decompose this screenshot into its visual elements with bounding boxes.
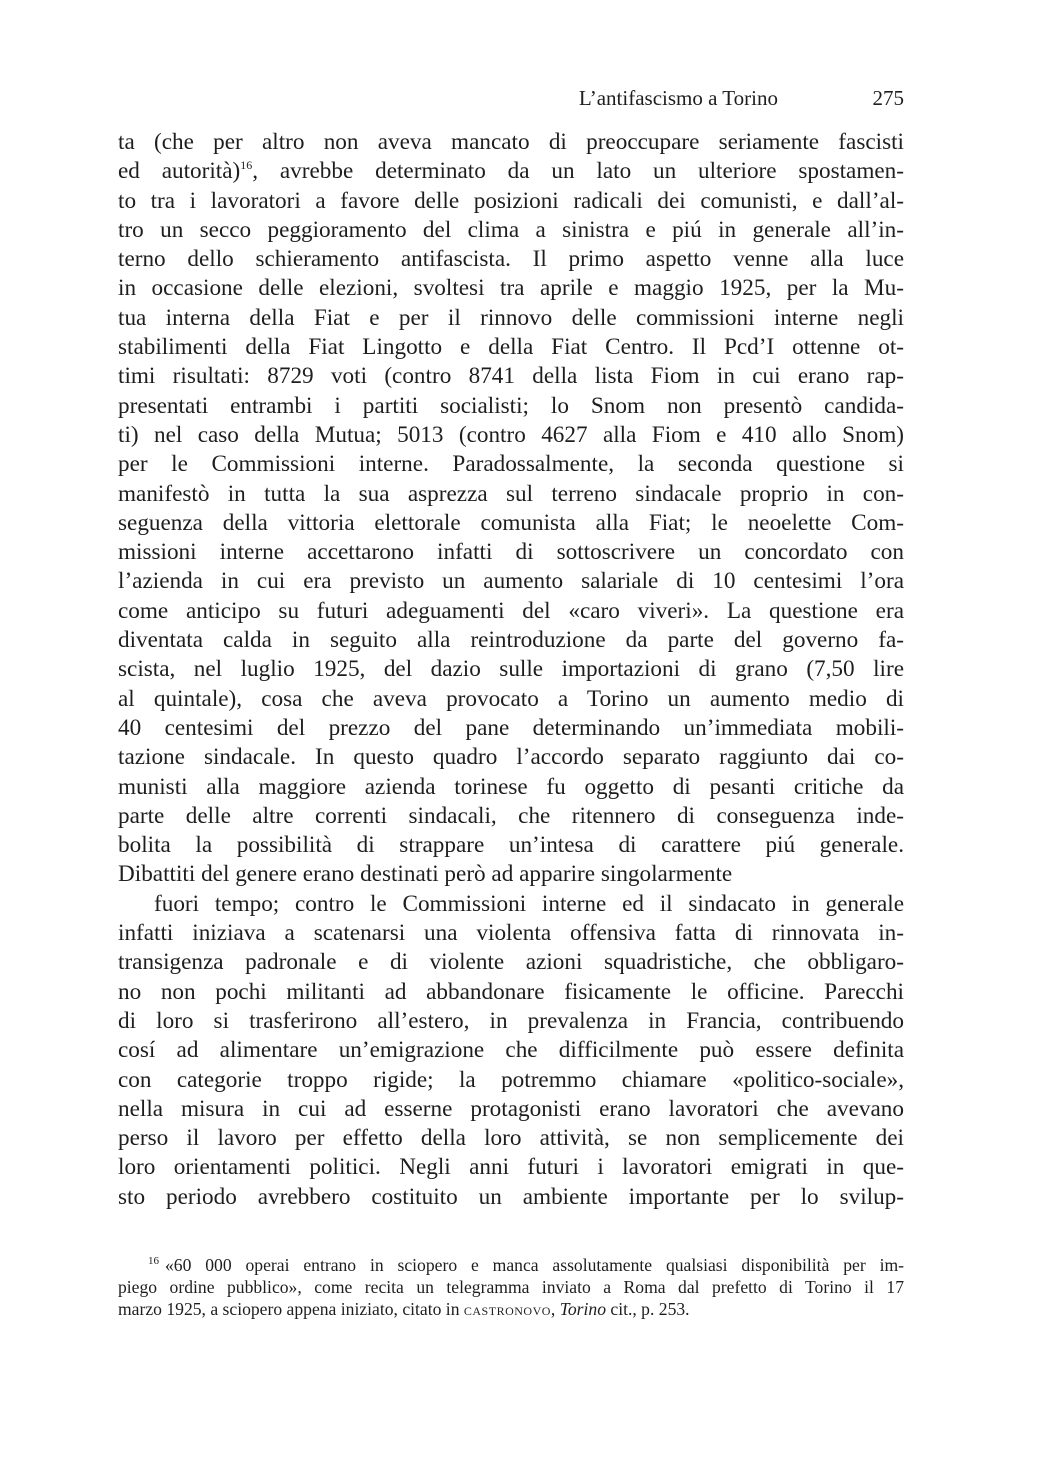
text-line: terno dello schieramento antifascista. Il primo aspetto venne alla luce xyxy=(118,246,904,273)
text-line: transigenza padronale e di violente azioni squadristiche, che obbligaro- xyxy=(118,949,904,976)
text-line: nella misura in cui ad esserne protagonisti erano lavoratori che avevano xyxy=(118,1095,904,1122)
text-line xyxy=(118,157,904,186)
text-line: munisti alla maggiore azienda torinese fu oggetto di pesanti critiche da xyxy=(118,773,904,800)
text-segment: ed autorità) xyxy=(118,158,241,185)
text-line: al quintale), cosa che aveva provocato a Torino un aumento medio di xyxy=(118,685,904,712)
footnote-text: , xyxy=(550,1299,560,1319)
footnote-text: «60 000 operai entrano in sciopero e manca assolutamente qualsiasi disponibilità per im- xyxy=(165,1255,904,1275)
paragraph-start-line: fuori tempo; contro le Commissioni interne ed il sindacato in generale xyxy=(154,890,904,917)
text-line: scista, nel luglio 1925, del dazio sulle importazioni di grano (7,50 lire xyxy=(118,656,904,683)
text-line: cosí ad alimentare un’emigrazione che difficilmente può essere definita xyxy=(118,1037,904,1064)
footnote-author: castronovo xyxy=(463,1299,551,1319)
text-line: con categorie troppo rigide; la potremmo chiamare «politico-sociale», xyxy=(118,1066,904,1093)
running-title: L’antifascismo a Torino xyxy=(578,86,778,110)
text-line: per le Commissioni interne. Paradossalmente, la seconda questione si xyxy=(118,451,904,478)
text-line: to tra i lavoratori a favore delle posizioni radicali dei comunisti, e dall’al- xyxy=(118,187,904,214)
footnote-number: 16 xyxy=(148,1255,159,1267)
text-line: di loro si trasferirono all’estero, in prevalenza in Francia, contribuendo xyxy=(118,1007,904,1034)
text-line: 40 centesimi del prezzo del pane determinando un’immediata mobili- xyxy=(118,714,904,741)
text-line: in occasione delle elezioni, svoltesi tra aprile e maggio 1925, per la Mu- xyxy=(118,275,904,302)
text-line: manifestò in tutta la sua asprezza sul terreno sindacale proprio in con- xyxy=(118,480,904,507)
text-line: bolita la possibilità di strappare un’intesa di carattere piú generale. xyxy=(118,832,904,859)
text-line: timi risultati: 8729 voti (contro 8741 della lista Fiom in cui erano rap- xyxy=(118,363,904,390)
footnote-text: marzo 1925, a sciopero appena iniziato, citato in xyxy=(118,1299,464,1319)
text-line: no non pochi militanti ad abbandonare fisicamente le officine. Parecchi xyxy=(118,978,904,1005)
body-text xyxy=(118,128,904,1241)
text-line: missioni interne accettarono infatti di sottoscrivere un concordato con xyxy=(118,539,904,566)
page-number: 275 xyxy=(872,86,904,110)
text-line: tua interna della Fiat e per il rinnovo delle commissioni interne negli xyxy=(118,304,904,331)
text-line: seguenza della vittoria elettorale comunista alla Fiat; le neoelette Com- xyxy=(118,509,904,536)
text-line: ta (che per altro non aveva mancato di preoccupare seriamente fascisti xyxy=(118,129,904,155)
text-line: diventata calda in seguito alla reintroduzione da parte del governo fa- xyxy=(118,627,904,654)
text-line: presentati entrambi i partiti socialisti; lo Snom non presentò candida- xyxy=(118,392,904,419)
footnote-line: piego ordine pubblico», come recita un telegramma inviato a Roma dal prefetto di Torino il 17 xyxy=(118,1277,904,1297)
footnote-line xyxy=(118,1254,904,1276)
text-segment: , avrebbe determinato da un lato un ulteriore spostamen- xyxy=(252,158,904,185)
footnote-text: cit., p. 253. xyxy=(606,1299,690,1319)
text-line: perso il lavoro per effetto della loro attività, se non semplicemente dei xyxy=(118,1125,904,1152)
text-line: sto periodo avrebbero costituito un ambiente importante per lo svilup- xyxy=(118,1183,904,1210)
text-line: Dibattiti del genere erano destinati però ad apparire singolarmente xyxy=(118,861,733,888)
footnote-title: Torino xyxy=(559,1299,606,1319)
footnote-ref[interactable]: 16 xyxy=(240,158,253,173)
text-line xyxy=(118,1212,904,1241)
running-head xyxy=(118,82,904,114)
text-line: ti) nel caso della Mutua; 5013 (contro 4627 alla Fiom e 410 allo Snom) xyxy=(118,421,904,448)
text-line: tro un secco peggioramento del clima a sinistra e piú in generale all’in- xyxy=(118,216,904,243)
text-line: come anticipo su futuri adeguamenti del «caro viveri». La questione era xyxy=(118,597,904,624)
text-line: l’azienda in cui era previsto un aumento salariale di 10 centesimi l’ora xyxy=(118,568,904,595)
text-line: infatti iniziava a scatenarsi una violenta offensiva fatta di rinnovata in- xyxy=(118,920,904,947)
text-line: parte delle altre correnti sindacali, che ritennero di conseguenza inde- xyxy=(118,802,904,829)
text-line: loro orientamenti politici. Negli anni futuri i lavoratori emigrati in que- xyxy=(118,1154,904,1181)
text-line: tazione sindacale. In questo quadro l’accordo separato raggiunto dai co- xyxy=(118,744,904,771)
text-line: stabilimenti della Fiat Lingotto e della Fiat Centro. Il Pcd’I ottenne ot- xyxy=(118,334,904,361)
footnotes xyxy=(118,1254,904,1320)
footnote-line xyxy=(118,1298,904,1320)
